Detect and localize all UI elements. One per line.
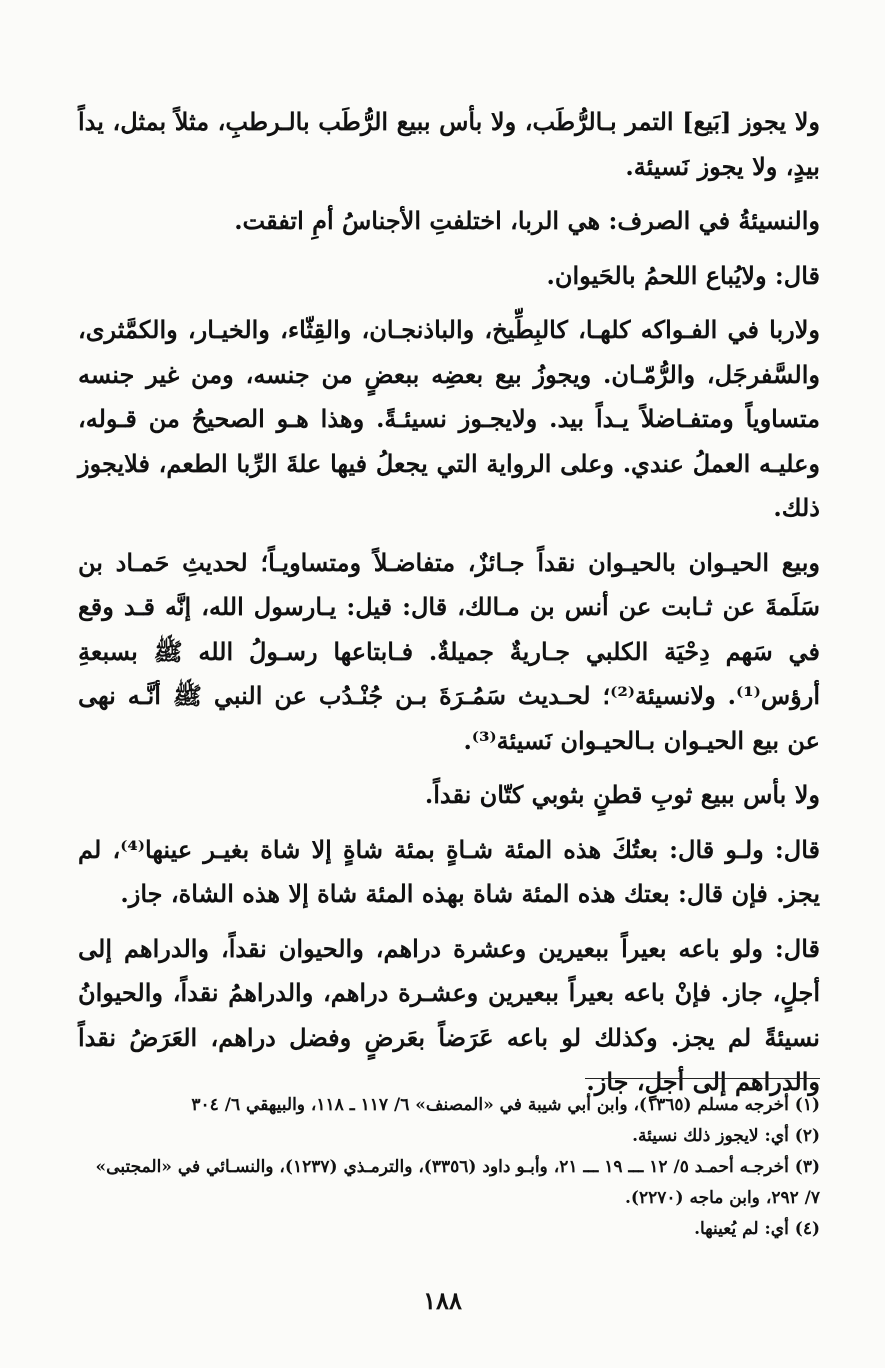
paragraph-animal-sale: وبيع الحيـوان بالحيـوان نقداً جـائزٌ، متفاضـلاً ومتساويـاً؛ لحديثِ حَمـاد بن سَلَمةَ عن ثـابت عن أنس بن مـالك، قال: قيل: يـارسول الله، إنَّه قـد وقع في سَهم دِحْيَة الكلبي جـاريةٌ جميلةٌ. فـابتاعها رسـولُ الله ﷺ بسبعةِ أرؤس⁽¹⁾. ولانسيئة⁽²⁾؛ لحـديث سَمُـرَةَ بـن جُنْـدُب عن النبي ﷺ أنَّـه نهى عن بيع الحيـوان بـالحيـوان نَسيئة⁽³⁾. (78, 547, 820, 755)
page-number: ١٨٨ (423, 1286, 462, 1315)
footnote-3: (٣) أخرجـه أحمـد ٥/ ١٢ ـــ ١٩ ـــ ٢١، وأبـو داود (٣٣٥٦)، والترمـذي (١٢٣٧)، والنسـائي في «المجتبى» ٧/ ٢٩٢، وابن ماجه (٢٢٧٠). (95, 1157, 820, 1208)
footnote-2: (٢) أي: لايجوز ذلك نسيئة. (632, 1126, 820, 1146)
footnote-4: (٤) أي: لم يُعينها. (694, 1219, 820, 1239)
footnotes (80, 1090, 820, 1245)
paragraph-sheep-sale: قال: ولـو قال: بعتُكَ هذه المئة شـاةٍ بمئة شاةٍ إلا شاة بغيـر عينها⁽⁴⁾، لم يجز. فإن قال: بعتك هذه المئة شاة بهذه المئة شاة إلا هذه الشاة، جاز. (78, 834, 821, 908)
paragraph-cloth-sale: ولا بأس ببيع ثوبِ قطنٍ بثوبي كتّان نقداً. (424, 780, 820, 809)
paragraph-deferred-exchange: والنسيئةُ في الصرف: هي الربا، اختلفتِ الأجناسُ أمِ اتفقت. (234, 206, 820, 235)
paragraph-dates-sale: ولا يجوز [بَيع] التمر بـالرُّطَب، ولا بأس ببيع الرُّطَب بالـرطبِ، مثلاً بمثل، يداً بيدٍ، ولا يجوز نَسيئة. (78, 107, 820, 181)
footnote-1: (١) أخرجه مسلم (١٣٦٥)، وابن أبي شيبة في «المصنف» ٦/ ١١٧ ـ ١١٨، والبيهقي ٦/ ٣٠٤ (191, 1095, 820, 1115)
main-text (78, 100, 820, 1115)
paragraph-meat-animal: قال: ولايُباع اللحمُ بالحَيوان. (546, 260, 820, 290)
paragraph-fruits: ولاربا في الفـواكه كلهـا، كالبِطِّيخ، والباذنجـان، والقِثّاء، والخيـار، والكمَّثرى، والسَّفرجَل، والرُّمّـان. ويجوزُ بيع بعضِه ببعضٍ من جنسه، ومن غير جنسه متساوياً ومتفـاضلاً يـداً بيد. ولايجـوز نسيئـةً. وهذا هـو الصحيحُ من قـوله، وعليـه العملُ عندي. وعلى الرواية التي يجعلُ فيها علةَ الرِّبا الطعم، فلايجوز ذلك. (78, 315, 820, 522)
paragraph-camel-sale: قال: ولو باعه بعيراً ببعيرين وعشرة دراهم، والحيوان نقداً، والدراهم إلى أجلٍ، جاز. فإنْ باعه بعيراً ببعيرين وعشـرة دراهم، والدراهمُ نقداً، والحيوانُ نسيئةً لم يجز. وكذلك لو باعه عَرَضاً بعَرضٍ وفضل دراهم، العَرَضُ نقداً والدراهم إلى أجلٍ، جاز. (78, 933, 820, 1096)
footnote-divider (585, 1078, 820, 1079)
